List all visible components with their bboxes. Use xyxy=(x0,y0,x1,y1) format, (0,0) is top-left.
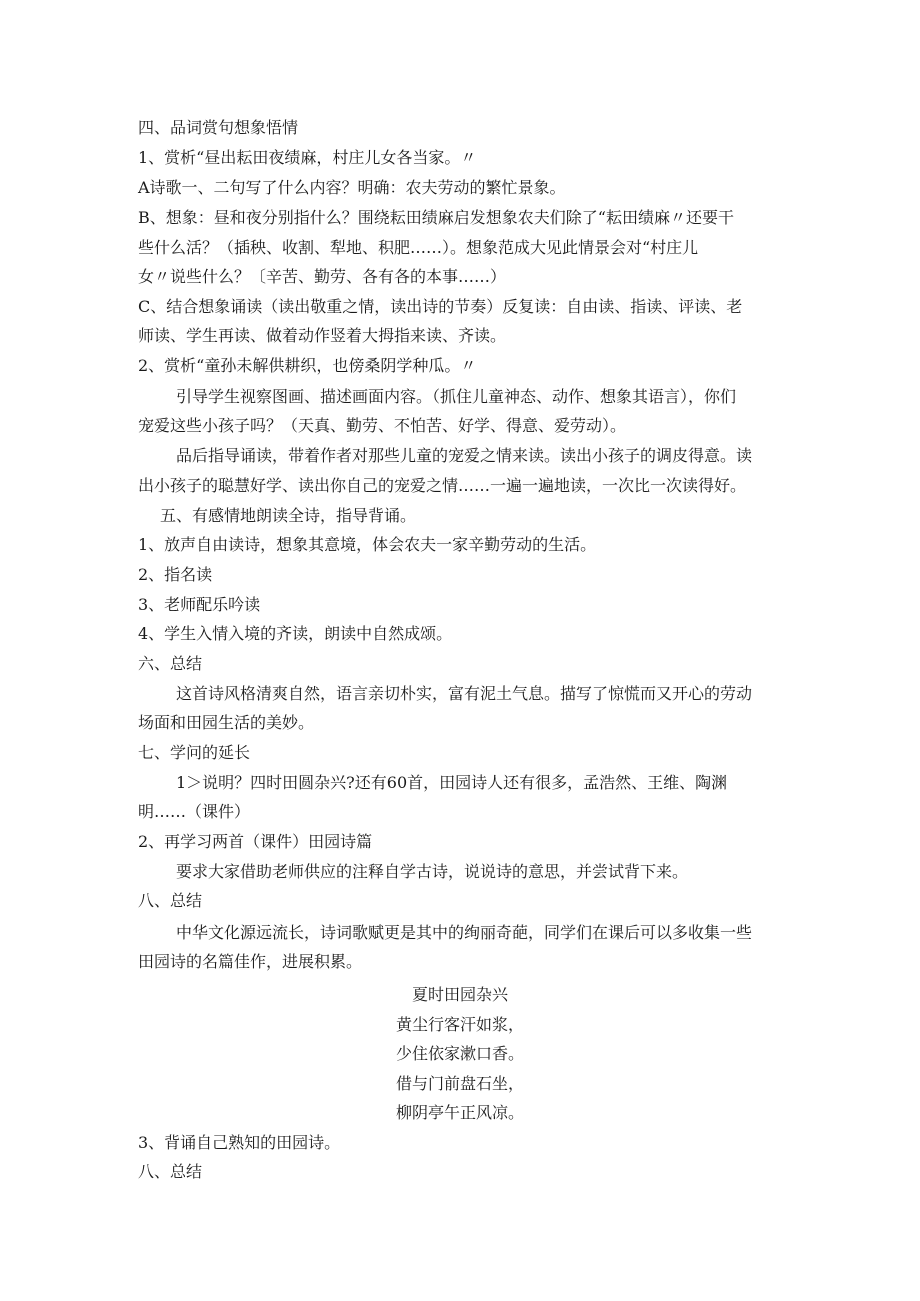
poem-line: 黄尘行客汗如浆， xyxy=(395,1015,524,1034)
paragraph-line: B、想象：昼和夜分别指什么？围绕耘田绩麻启发想象农夫们除了“耘田绩麻〃还要干 xyxy=(138,208,734,227)
paragraph-line: 4、学生入情入境的齐读，朗读中自然成颂。 xyxy=(138,624,453,643)
paragraph-line: 这首诗风格清爽自然，语言亲切朴实，富有泥土气息。描写了惊慌而又开心的劳动 xyxy=(176,684,753,703)
section-heading-6: 六、总结 xyxy=(138,654,203,673)
section-heading-8: 八、总结 xyxy=(138,891,203,910)
paragraph-line: 2、赏析“童孙未解供耕织，也傍桑阴学种瓜。〃 xyxy=(138,356,477,375)
paragraph-line: 引导学生视察图画、描述画面内容。（抓住儿童神态、动作、想象其语言），你们 xyxy=(176,387,737,406)
poem-line: 柳阴亭午正风凉。 xyxy=(395,1103,524,1122)
section-heading-8-repeat: 八、总结 xyxy=(138,1162,203,1181)
paragraph-line: 场面和田园生活的美妙。 xyxy=(138,713,315,732)
section-heading-5: 五、有感情地朗读全诗，指导背诵。 xyxy=(160,506,417,525)
paragraph-line: 女〃说些什么？〔辛苦、勤劳、各有各的本事……） xyxy=(138,267,507,286)
paragraph-line: C、结合想象诵读（读出敬重之情，读出诗的节奏）反复读：自由读、指读、评读、老 xyxy=(138,297,743,316)
paragraph-line: 出小孩子的聪慧好学、读出你自己的宠爱之情……一遍一遍地读，一次比一次读得好。 xyxy=(138,476,747,495)
poem-title: 夏时田园杂兴 xyxy=(411,985,508,1004)
paragraph-line: 田园诗的名篇佳作，进展积累。 xyxy=(138,952,363,971)
paragraph-line: 1、赏析“昼出耘田夜绩麻，村庄儿女各当家。〃 xyxy=(138,148,477,167)
paragraph-line: 品后指导诵读，带着作者对那些儿童的宠爱之情来读。读出小孩子的调皮得意。读 xyxy=(176,446,753,465)
paragraph-line: 要求大家借助老师供应的注释自学古诗，说说诗的意思，并尝试背下来。 xyxy=(176,862,689,881)
paragraph-line: 1、放声自由读诗，想象其意境，体会农夫一家辛勤劳动的生活。 xyxy=(138,535,597,554)
paragraph-line: 2、再学习两首（课件）田园诗篇 xyxy=(138,832,373,851)
poem-line: 少住依家漱口香。 xyxy=(395,1044,524,1063)
section-heading-7: 七、学问的延长 xyxy=(138,743,251,762)
paragraph-line: 中华文化源远流长，诗词歌赋更是其中的绚丽奇葩，同学们在课后可以多收集一些 xyxy=(176,923,753,942)
paragraph-line: 2、指名读 xyxy=(138,565,213,584)
paragraph-line: 3、老师配乐吟读 xyxy=(138,595,261,614)
section-heading-4: 四、品词赏句想象悟情 xyxy=(138,118,299,137)
paragraph-line: 师读、学生再读、做着动作竖着大拇指来读、齐读。 xyxy=(138,326,507,345)
poem-line: 借与门前盘石坐， xyxy=(395,1074,524,1093)
paragraph-line: 宠爱这些小孩子吗？（天真、勤劳、不怕苦、好学、得意、爱劳动）。 xyxy=(138,416,627,435)
paragraph-line: 些什么活？（插秧、收割、犁地、积肥……）。想象范成大见此情景会对“村庄儿 xyxy=(138,238,699,257)
paragraph-line: A诗歌一、二句写了什么内容？明确：农夫劳动的繁忙景象。 xyxy=(138,178,566,197)
paragraph-line: 明……（课件） xyxy=(138,802,251,821)
paragraph-line: 3、背诵自己熟知的田园诗。 xyxy=(138,1133,341,1152)
paragraph-line: 1＞说明？四时田圆杂兴?还有60首，田园诗人还有很多，孟浩然、王维、陶渊 xyxy=(176,773,728,792)
